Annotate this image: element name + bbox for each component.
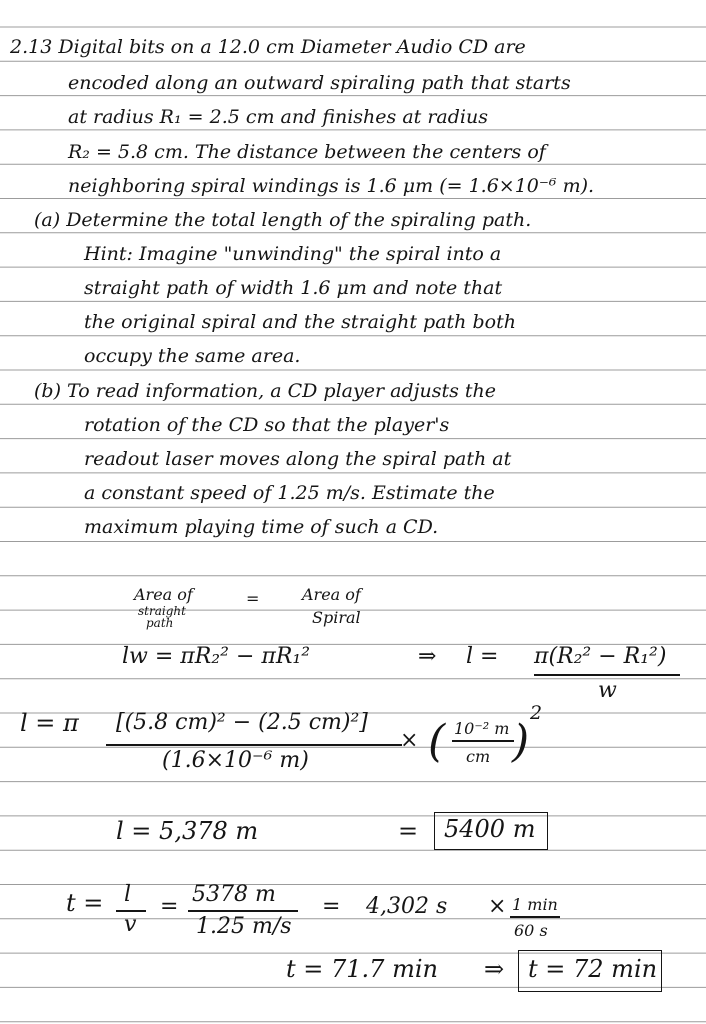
calc-fraction-bar <box>106 744 402 746</box>
problem-b-line-2: rotation of the CD so that the player's <box>84 414 450 436</box>
problem-hint-1: Hint: Imagine "unwinding" the spiral into a <box>84 243 502 265</box>
conv-fraction-bar <box>452 740 514 742</box>
time-seconds: 4,302 s <box>366 894 448 919</box>
area-right-label: Area of <box>302 585 361 604</box>
length-result: l = 5,378 m <box>116 817 259 845</box>
length-equals: = <box>398 817 419 845</box>
time-times: × <box>488 894 507 919</box>
problem-line-5: neighboring spiral windings is 1.6 μm (= 1.6×10⁻⁶ m). <box>68 175 595 197</box>
calc-denominator: (1.6×10⁻⁶ m) <box>162 748 309 773</box>
time-equals-2: = <box>160 894 179 919</box>
length-answer: 5400 m <box>444 815 536 843</box>
conv-exponent: 2 <box>530 702 543 724</box>
time-minutes: t = 71.7 min <box>286 955 438 983</box>
l-formula-fraction-bar <box>534 674 680 676</box>
time-implies: ⇒ <box>484 955 505 983</box>
area-equals: = <box>246 589 260 608</box>
lw-equation: lw = πR₂² − πR₁² <box>122 644 311 669</box>
calc-lhs: l = π <box>20 709 79 737</box>
minute-conv-bar <box>510 916 560 918</box>
conv-open-paren: ( <box>428 716 446 767</box>
problem-hint-4: occupy the same area. <box>84 345 301 367</box>
conv-close-paren: ) <box>512 716 530 767</box>
conv-denominator: cm <box>466 747 491 766</box>
time-lhs: t = <box>66 889 104 917</box>
problem-part-a: (a) Determine the total length of the spiraling path. <box>34 209 532 231</box>
area-left-straight: straight <box>138 604 186 618</box>
implies-arrow: ⇒ <box>418 644 437 669</box>
problem-hint-2: straight path of width 1.6 μm and note that <box>84 277 503 299</box>
area-left-path: path <box>146 616 174 630</box>
time-fraction-bar <box>188 910 298 912</box>
problem-line-4: R₂ = 5.8 cm. The distance between the centers of <box>68 141 546 163</box>
problem-part-b: (b) To read information, a CD player adjusts the <box>34 380 496 402</box>
problem-line-3: at radius R₁ = 2.5 cm and finishes at radius <box>68 106 488 128</box>
time-numerator: 5378 m <box>192 882 276 907</box>
problem-b-line-3: readout laser moves along the spiral path at <box>84 448 512 470</box>
area-left-label: Area of <box>134 585 193 604</box>
time-answer: t = 72 min <box>528 955 658 983</box>
problem-line-1: 2.13 Digital bits on a 12.0 cm Diameter Audio CD are <box>10 36 526 58</box>
area-right-spiral: Spiral <box>312 608 361 627</box>
problem-line-2: encoded along an outward spiraling path that starts <box>68 72 571 94</box>
l-equals: l = <box>466 644 499 669</box>
minute-conv-numerator: 1 min <box>512 895 558 914</box>
calc-times: × <box>400 728 419 753</box>
l-formula-numerator: π(R₂² − R₁²) <box>534 644 667 669</box>
l-formula-denominator: w <box>598 678 617 703</box>
problem-b-line-4: a constant speed of 1.25 m/s. Estimate the <box>84 482 495 504</box>
problem-hint-3: the original spiral and the straight path both <box>84 311 516 333</box>
problem-b-line-5: maximum playing time of such a CD. <box>84 516 439 538</box>
minute-conv-denominator: 60 s <box>514 921 548 940</box>
time-equals-3: = <box>322 894 341 919</box>
calc-numerator: [(5.8 cm)² − (2.5 cm)²] <box>116 710 368 735</box>
conv-numerator: 10⁻² m <box>454 719 510 738</box>
time-denominator: 1.25 m/s <box>196 914 292 939</box>
time-frac-denominator: v <box>124 912 137 937</box>
time-frac-numerator: l <box>124 882 132 907</box>
